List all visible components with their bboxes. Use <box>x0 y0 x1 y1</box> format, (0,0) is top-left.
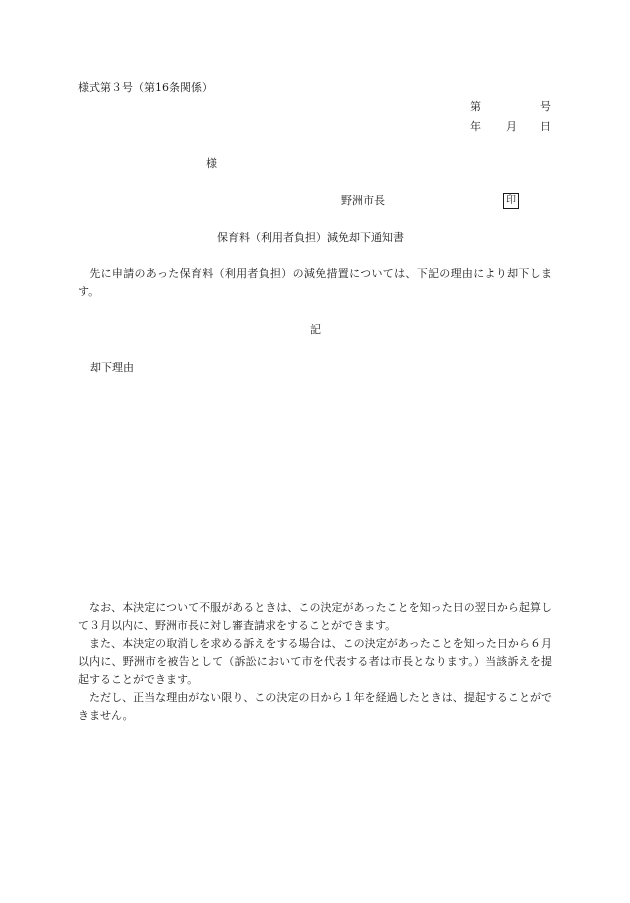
sender-name: 野洲市長 <box>341 194 385 207</box>
date-year: 年 <box>470 120 481 133</box>
date-day: 日 <box>540 120 551 133</box>
ki-heading: 記 <box>310 323 321 336</box>
notice-paragraph-1: なお、本決定について不服があるときは、この決定があったことを知った日の翌日から起算して３月以内に、野洲市長に対し審査請求をすることができます。 <box>78 601 552 632</box>
notice-paragraph-2: また、本決定の取消しを求める訴えをする場合は、この決定があったことを知った日から６月以内に、野洲市を被告として（訴訟において市を代表する者は市長となります。）当該訴えを提起することができます。 <box>78 637 552 686</box>
notice-paragraph-3: ただし、正当な理由がない限り、この決定の日から１年を経過したときは、提起することができません。 <box>78 691 552 722</box>
body-paragraph: 先に申請のあった保育料（利用者負担）の減免措置については、下記の理由により却下します。 <box>78 267 552 298</box>
addressee-honorific: 様 <box>206 157 217 170</box>
form-number: 様式第３号（第16条関係） <box>78 81 213 94</box>
rejection-reason-label: 却下理由 <box>90 361 134 374</box>
document-title: 保育料（利用者負担）減免却下通知書 <box>217 231 404 244</box>
date-month: 月 <box>506 120 517 133</box>
seal-mark: 印 <box>503 193 519 209</box>
doc-number-suffix: 号 <box>540 100 551 113</box>
doc-number-prefix: 第 <box>470 100 481 113</box>
